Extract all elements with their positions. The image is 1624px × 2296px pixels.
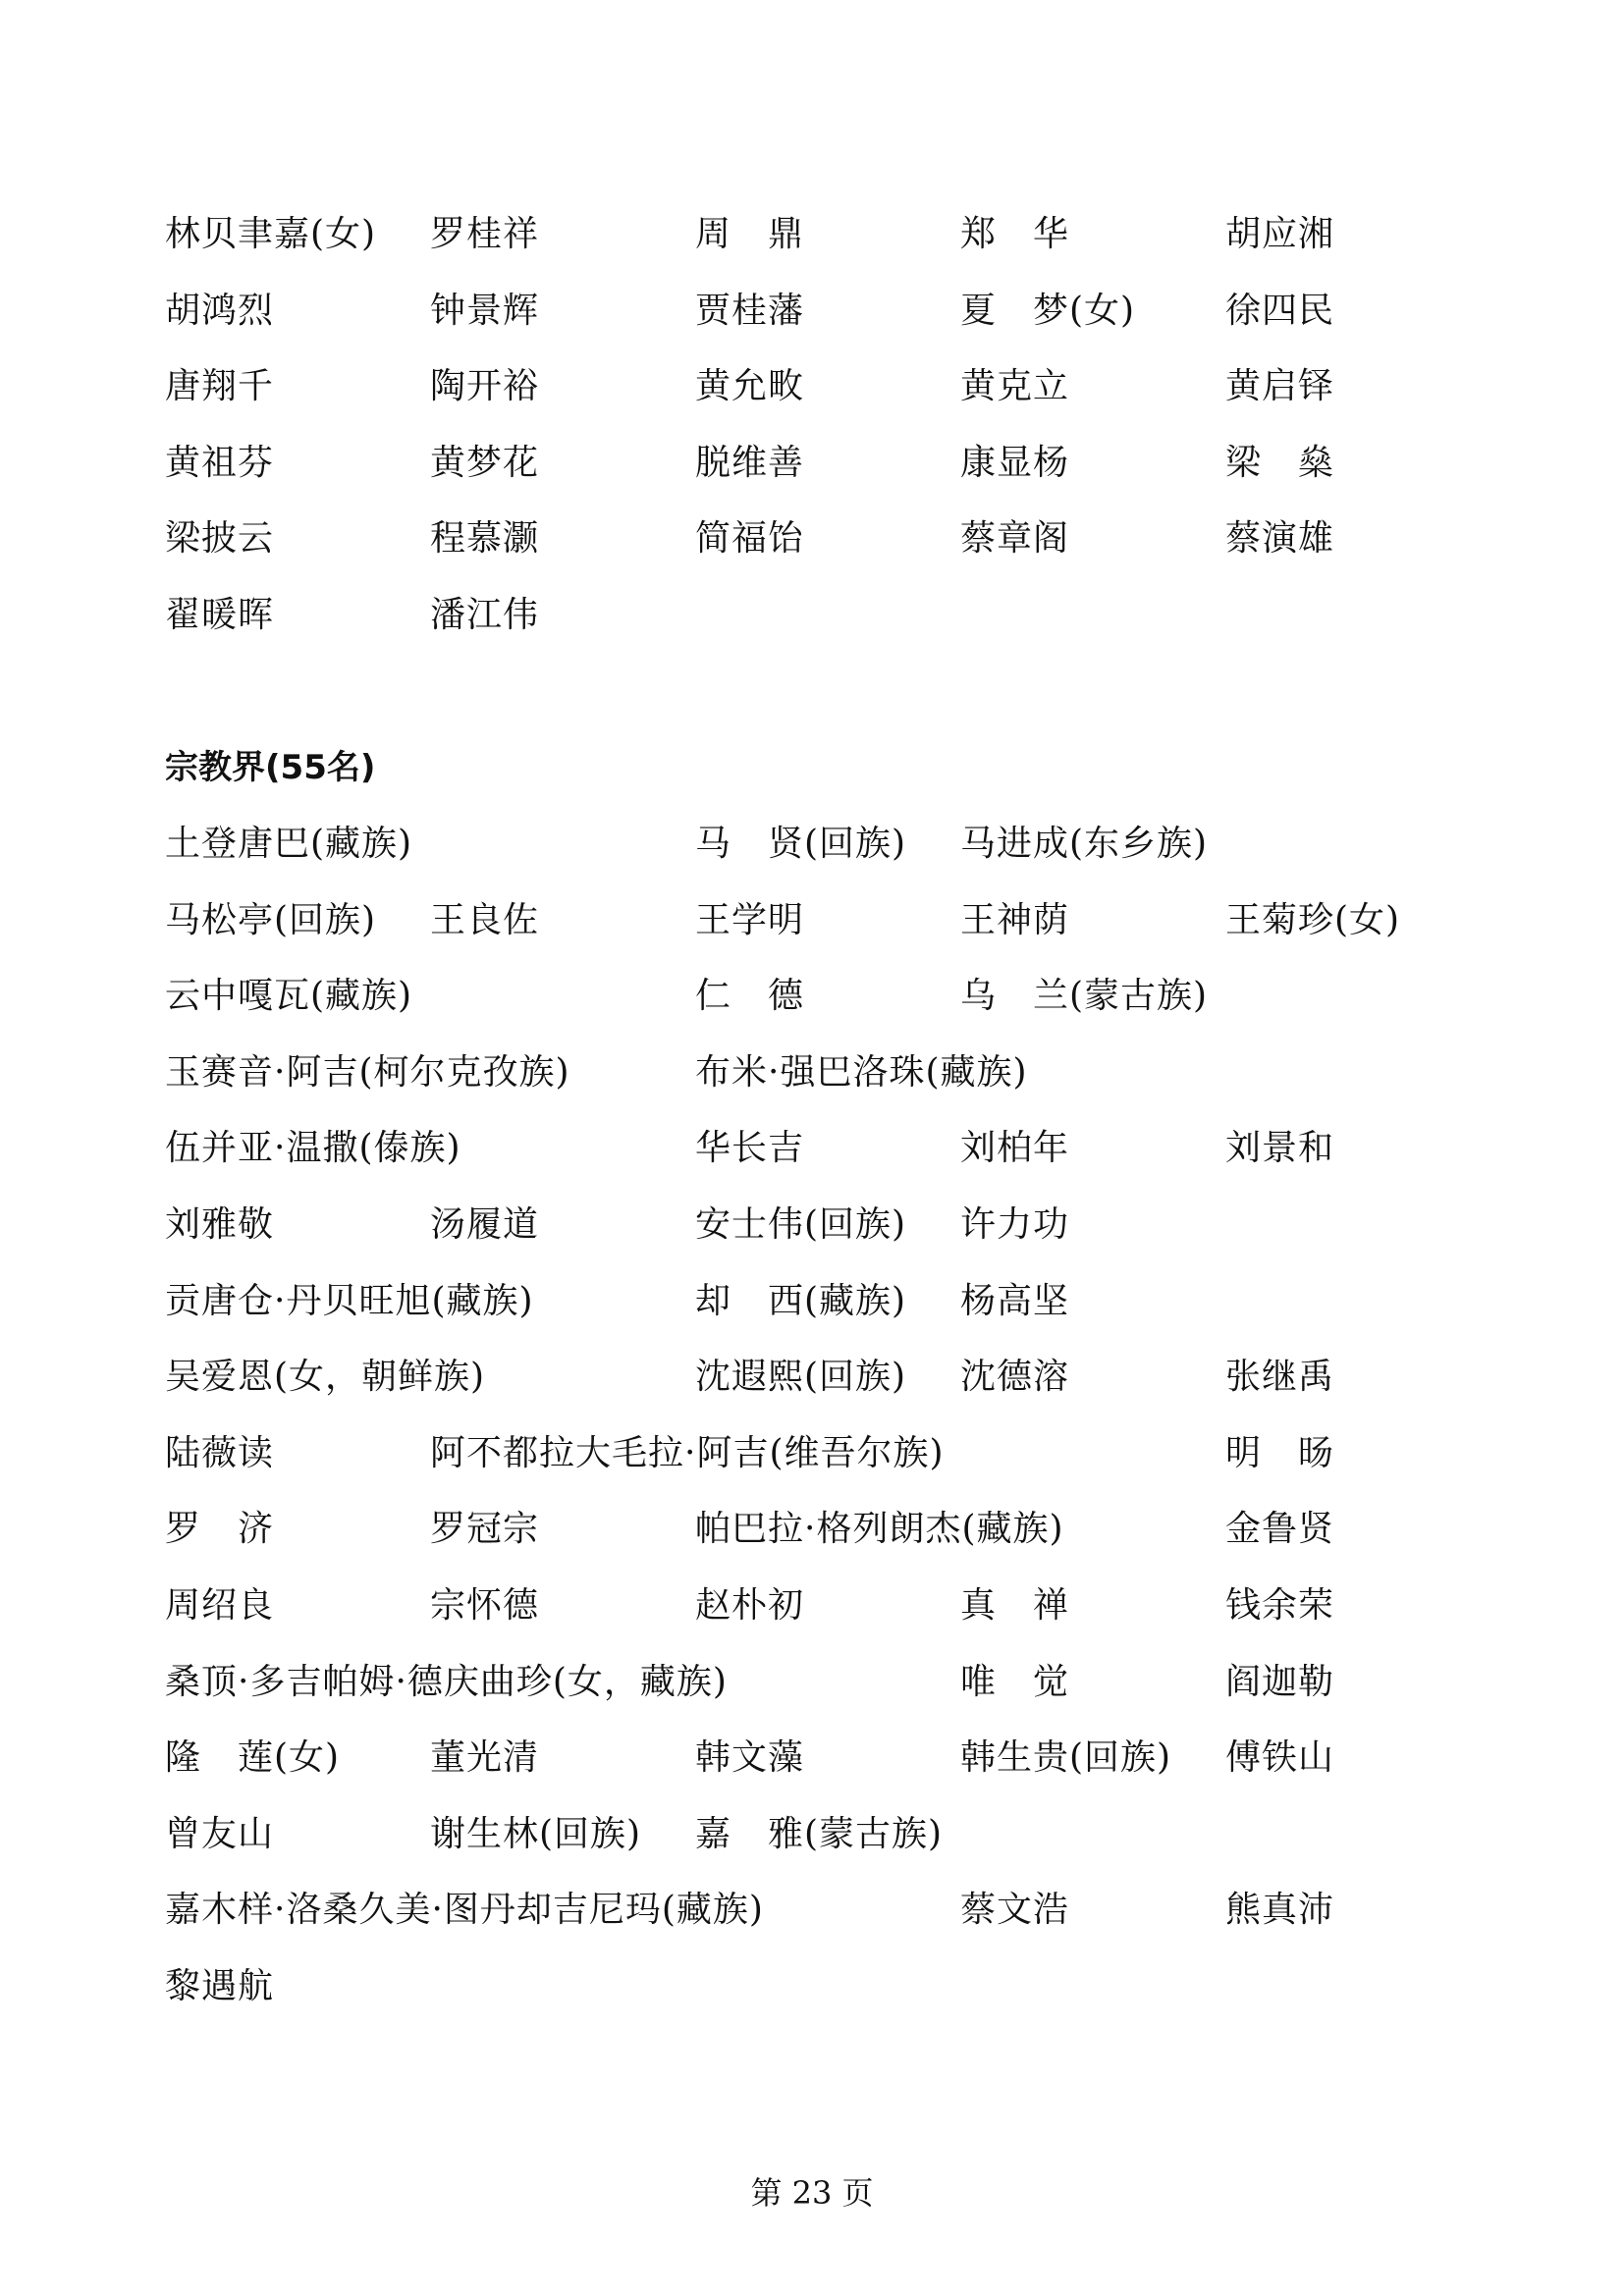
- name-row: [165, 591, 1461, 640]
- person-name: 嘉 雅(蒙古族): [695, 1814, 944, 1854]
- person-name: 真 禅: [960, 1585, 1070, 1626]
- section-heading: 宗教界(55名): [165, 748, 376, 787]
- name-row: [165, 1886, 1461, 1935]
- name-row: [165, 1429, 1461, 1478]
- name-row: [165, 1658, 1461, 1707]
- person-name: 韩文藻: [695, 1737, 805, 1778]
- person-name: 梁 燊: [1225, 443, 1335, 483]
- person-name: 钟景辉: [430, 291, 540, 331]
- person-name: 许力功: [960, 1204, 1070, 1245]
- person-name: 董光清: [430, 1737, 540, 1778]
- person-name: 汤履道: [430, 1204, 540, 1245]
- person-name: 周 鼎: [695, 214, 805, 254]
- name-row: [165, 362, 1461, 411]
- person-name: 程慕灏: [430, 518, 540, 559]
- name-row: [165, 439, 1461, 488]
- person-name: 沈德溶: [960, 1357, 1070, 1397]
- person-name: 简福饴: [695, 518, 805, 559]
- person-name: 土登唐巴(藏族): [165, 824, 413, 864]
- person-name: 乌 兰(蒙古族): [960, 976, 1209, 1016]
- person-name: 傅铁山: [1225, 1737, 1335, 1778]
- person-name: 熊真沛: [1225, 1890, 1335, 1930]
- name-row: [165, 1581, 1461, 1630]
- person-name: 刘柏年: [960, 1128, 1070, 1168]
- person-name: 唯 觉: [960, 1662, 1070, 1702]
- person-name: 帕巴拉·格列朗杰(藏族): [695, 1509, 1064, 1549]
- person-name: 却 西(藏族): [695, 1281, 907, 1321]
- person-name: 吴爱恩(女，朝鲜族): [165, 1357, 486, 1397]
- person-name: 王菊珍(女): [1225, 900, 1401, 940]
- person-name: 王神荫: [960, 900, 1070, 940]
- name-row: [165, 896, 1461, 945]
- person-name: 蔡章阁: [960, 518, 1070, 559]
- name-row: [165, 1048, 1461, 1097]
- person-name: 隆 莲(女): [165, 1737, 341, 1778]
- person-name: 黄启铎: [1225, 366, 1335, 406]
- person-name: 桑顶·多吉帕姆·德庆曲珍(女，藏族): [165, 1662, 728, 1702]
- person-name: 钱余荣: [1225, 1585, 1335, 1626]
- person-name: 唐翔千: [165, 366, 275, 406]
- person-name: 伍并亚·温撒(傣族): [165, 1128, 461, 1168]
- name-row: [165, 1962, 1461, 2011]
- name-row: [165, 1201, 1461, 1250]
- person-name: 安士伟(回族): [695, 1204, 907, 1245]
- name-row: [165, 1734, 1461, 1783]
- person-name: 王学明: [695, 900, 805, 940]
- person-name: 金鲁贤: [1225, 1509, 1335, 1549]
- person-name: 曾友山: [165, 1814, 275, 1854]
- name-row: [165, 972, 1461, 1021]
- person-name: 康显杨: [960, 443, 1070, 483]
- person-name: 胡应湘: [1225, 214, 1335, 254]
- person-name: 布米·强巴洛珠(藏族): [695, 1052, 1028, 1093]
- page-number: 第 23 页: [750, 2174, 874, 2212]
- person-name: 阎迦勒: [1225, 1662, 1335, 1702]
- name-row: [165, 1124, 1461, 1173]
- person-name: 华长吉: [695, 1128, 805, 1168]
- person-name: 梁披云: [165, 518, 275, 559]
- person-name: 脱维善: [695, 443, 805, 483]
- person-name: 周绍良: [165, 1585, 275, 1626]
- name-row: [165, 210, 1461, 259]
- person-name: 蔡文浩: [960, 1890, 1070, 1930]
- name-row: [165, 1810, 1461, 1859]
- person-name: 黄允畋: [695, 366, 805, 406]
- person-name: 沈遐熙(回族): [695, 1357, 907, 1397]
- person-name: 杨高坚: [960, 1281, 1070, 1321]
- name-row: [165, 1277, 1461, 1326]
- person-name: 明 旸: [1225, 1433, 1335, 1473]
- person-name: 罗桂祥: [430, 214, 540, 254]
- person-name: 云中嘎瓦(藏族): [165, 976, 413, 1016]
- person-name: 罗 济: [165, 1509, 275, 1549]
- person-name: 阿不都拉大毛拉·阿吉(维吾尔族): [430, 1433, 945, 1473]
- person-name: 仁 德: [695, 976, 805, 1016]
- person-name: 郑 华: [960, 214, 1070, 254]
- person-name: 贾桂藩: [695, 291, 805, 331]
- person-name: 蔡演雄: [1225, 518, 1335, 559]
- person-name: 刘雅敬: [165, 1204, 275, 1245]
- person-name: 赵朴初: [695, 1585, 805, 1626]
- person-name: 马 贤(回族): [695, 824, 907, 864]
- person-name: 谢生林(回族): [430, 1814, 642, 1854]
- person-name: 嘉木样·洛桑久美·图丹却吉尼玛(藏族): [165, 1890, 764, 1930]
- person-name: 胡鸿烈: [165, 291, 275, 331]
- person-name: 陆薇读: [165, 1433, 275, 1473]
- person-name: 王良佐: [430, 900, 540, 940]
- person-name: 马进成(东乡族): [960, 824, 1209, 864]
- person-name: 马松亭(回族): [165, 900, 377, 940]
- person-name: 贡唐仓·丹贝旺旭(藏族): [165, 1281, 534, 1321]
- person-name: 翟暖晖: [165, 595, 275, 635]
- person-name: 黄克立: [960, 366, 1070, 406]
- person-name: 潘江伟: [430, 595, 540, 635]
- person-name: 宗怀德: [430, 1585, 540, 1626]
- name-row: [165, 287, 1461, 336]
- name-row: [165, 1505, 1461, 1554]
- person-name: 韩生贵(回族): [960, 1737, 1172, 1778]
- person-name: 刘景和: [1225, 1128, 1335, 1168]
- name-row: [165, 1353, 1461, 1402]
- person-name: 张继禹: [1225, 1357, 1335, 1397]
- person-name: 黄祖芬: [165, 443, 275, 483]
- person-name: 夏 梦(女): [960, 291, 1136, 331]
- name-row: [165, 514, 1461, 563]
- person-name: 徐四民: [1225, 291, 1335, 331]
- person-name: 陶开裕: [430, 366, 540, 406]
- person-name: 林贝聿嘉(女): [165, 214, 377, 254]
- person-name: 玉赛音·阿吉(柯尔克孜族): [165, 1052, 570, 1093]
- person-name: 黎遇航: [165, 1966, 275, 2006]
- name-row: [165, 820, 1461, 869]
- person-name: 罗冠宗: [430, 1509, 540, 1549]
- person-name: 黄梦花: [430, 443, 540, 483]
